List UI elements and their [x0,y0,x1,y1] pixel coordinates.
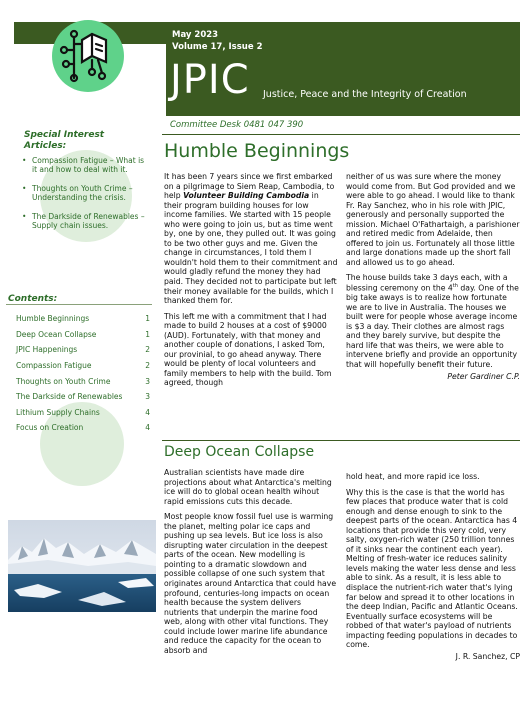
committee-contact: Committee Desk 0481 047 390 [170,120,304,130]
contents-entry-title: Lithium Supply Chains [16,407,100,417]
contents-entry-page: 2 [145,361,150,371]
contents-entry-page: 1 [145,329,150,339]
article-divider [162,440,520,441]
article-divider [162,134,520,135]
superscript: th [452,283,458,290]
special-interest-item[interactable]: • The Darkside of Renewables – Supply chain issues. [20,212,145,230]
article2-column-left [164,468,338,661]
contents-list [16,311,150,436]
text-run: The house builds take 3 days each, with a blessing ceremony on the 4 [346,273,508,293]
contents-entry-title: Thoughts on Youth Crime [16,376,111,386]
text-run: It has been 7 years since we first embarked on a pilgrimage to Siem Reap, Cambodia, to help [164,172,335,201]
contents-entry-page: 4 [145,423,150,433]
article2-paragraph: Why this is the case is that the world has few places that produce water that is cold enough and dense enough to sink to the deepest parts of the ocean. Antarctica has 4 locations that provide this very cold, very salty, oxygen-rich water (250 trillion tonnes of it sinks near the continent each year). Melting of fresh-water ice reduces salinity levels making the water less dense and less able to sink. As a result, it is less able to displace the nutrient-rich water that's lying far below and spread it to other locations in the deep Indian, Pacific and Atlantic Oceans. Eventually surface ecosystems will be robbed of that water's payload of nutrients impacting feeding populations in decades to come. [346,487,518,650]
article2-column-right [346,472,520,667]
text-run: in their program building houses for low income families. We started with 15 people who were going to join us, but as time went by, one by one, they pulled out. It was going to be two other guys and me. Given the change in circumstances, I told them I wouldn't hold them to their commitment and would gladly refund the money they had paid. They decided not to participate but left their money available for the builds, which I thanked them for. [164,191,338,306]
contents-entry[interactable] [16,389,150,405]
issue-date: May 2023 [172,30,219,40]
special-interest-item[interactable]: • Compassion Fatigue – What is it and how to deal with it. [20,156,145,174]
article2-paragraph: Most people know fossil fuel use is warming the planet, melting polar ice caps and pushing up sea levels. But ice loss is also disrupting water circulation in the deepest parts of the ocean. New modelling is pointing to a dramatic slowdown and possible collapse of one such system that originates around Antarctica that could have profound, centuries-long impacts on ocean health because the system delivers nutrients that underpin the marine food web, along with other vital functions. They could include lower marine life abundance and reduce the capacity for the ocean to absorb and [164,512,337,655]
article-title-deep-ocean-collapse: Deep Ocean Collapse [164,444,315,460]
contents-entry-title: The Darkside of Renewables [16,392,123,402]
contents-title: Contents: [8,294,58,304]
article-title-humble-beginnings: Humble Beginnings [164,140,350,162]
contents-entry[interactable] [16,327,150,343]
organization-link: Volunteer Building Cambodia [183,191,310,201]
antarctica-photo [8,520,156,612]
text-run: day. One of the big take aways is to realize how fortunate we are to live in Australia. The houses we built were for people whose average income is $3 a day. Their clothes are almost rags and they barely survive, but despite the hard life that was theirs, we were able to intervene briefly and provide an opportunity that will hopefully benefit their future. [346,283,519,369]
article1-signature: Peter Gardiner C.P. [447,371,520,381]
special-interest-list [20,156,145,240]
contents-entry[interactable] [16,311,150,327]
article1-paragraph [164,172,338,306]
contents-entry-page: 3 [145,392,150,402]
article1-column-left [164,172,338,394]
issue-volume: Volume 17, Issue 2 [172,42,263,52]
contents-entry-title: Deep Ocean Collapse [16,329,97,339]
contents-entry[interactable] [16,405,150,421]
contents-divider [6,304,152,305]
article2-paragraph: hold heat, and more rapid ice loss. [346,472,480,481]
contents-entry[interactable] [16,358,150,374]
special-interest-title: Special Interest Articles: [24,130,105,151]
contents-entry-page: 2 [145,345,150,355]
contents-entry[interactable] [16,342,150,358]
circuit-figure-icon [52,20,124,92]
contents-entry-page: 4 [145,407,150,417]
contents-entry-title: JPIC Happenings [16,345,78,355]
contents-entry-title: Compassion Fatigue [16,361,92,371]
contents-entry-page: 1 [145,314,150,324]
masthead-title: JPIC [170,57,250,103]
article1-paragraph: This left me with a commitment that I had made to build 2 houses at a cost of $9000 (AUD). Fortunately, with that money and another couple of donations, I asked Tom, our provinial, to go ahead anyway. There would be plenty of local volunteers and family members to help with the build. Tom agreed, though [164,311,332,388]
contents-entry-title: Focus on Creation [16,423,84,433]
contents-entry-page: 3 [145,376,150,386]
contents-entry[interactable] [16,373,150,389]
article2-paragraph: Australian scientists have made dire projections about what Antarctica's melting ice will do to global ocean health wihout rapid emissions cuts this decade. [164,468,332,506]
contents-entry[interactable] [16,420,150,436]
special-interest-item[interactable]: • Thoughts on Youth Crime – Understanding the crisis. [20,184,145,202]
article1-paragraph: neither of us was sure where the money would come from. But God provided and we were able to go ahead. I would like to thank Fr. Ray Sanchez, who in his role with JPIC, generously and personally supported the mission. Michael O'Fathartaigh, a parishioner and retired medic from Adelaide, then offered to join us. Fortunately all those little and large donations made up the short fall and allowed us to go ahead. [346,172,520,267]
article1-paragraph [346,273,520,369]
article2-signature: J. R. Sanchez, CP [455,651,520,661]
article1-column-right [346,172,520,387]
masthead-tagline: Justice, Peace and the Integrity of Creation [263,89,467,100]
contents-entry-title: Humble Beginnings [16,314,90,324]
